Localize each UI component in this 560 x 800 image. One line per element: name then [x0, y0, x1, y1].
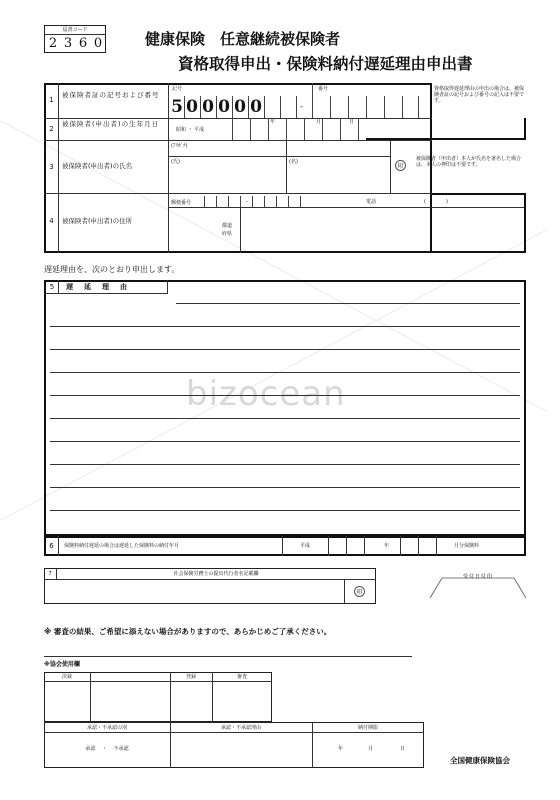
- row-1-number: 1: [49, 95, 54, 104]
- deadline-month: 月: [368, 746, 374, 752]
- insured-code-digit: 0: [202, 97, 214, 117]
- row-5-label: 遅 延 理 由: [66, 283, 129, 291]
- reason-line: [50, 418, 520, 419]
- row-5-number: 5: [49, 282, 55, 291]
- row-3-label: 被保険者(申出者)の氏名: [62, 162, 133, 170]
- deadline-year: 年: [338, 746, 344, 752]
- birth-day-label: 日: [349, 119, 355, 125]
- row-6-year: 年: [384, 543, 390, 549]
- office-reviewed: 審査: [236, 674, 247, 680]
- row-6-era: 平成: [300, 543, 311, 549]
- row-6-label: 保険料納付遅延の場合は遅延した保険料の納付年月: [64, 543, 180, 549]
- postal-code-label: 郵便番号: [171, 200, 192, 206]
- birth-month-label: 月: [316, 119, 322, 125]
- reason-line: [50, 487, 520, 488]
- insured-code-digit: 0: [218, 97, 230, 117]
- form-code-digit: 3: [63, 35, 73, 51]
- reason-line: [50, 349, 520, 350]
- row-4-label: 被保険者(申出者)の住所: [62, 217, 133, 225]
- row-3-number: 3: [49, 162, 54, 171]
- office-use-title: ※協会使用欄: [44, 661, 80, 668]
- row-2-unused-area: [366, 118, 526, 140]
- prefecture-label-1: 都道: [222, 223, 233, 229]
- office-registered: 登録: [185, 674, 196, 680]
- row-2-label: 被保険者(申出者)の生年月日: [62, 120, 160, 128]
- title-line-1: 健康保険 任意継続被保険者: [145, 30, 341, 48]
- form-code-box: [44, 25, 106, 53]
- reason-line: [176, 303, 520, 304]
- approval-header: 承認・不承認の別: [86, 724, 127, 731]
- insured-code-digit: 0: [250, 97, 262, 117]
- reason-line: [50, 395, 520, 396]
- row-3-note: 被保険者（申出者）本人が氏名を署名した場合は、本人の押印は不要です。: [416, 156, 522, 168]
- name-kana-label: (ﾌﾘｶﾞﾅ): [171, 143, 188, 149]
- form-code-digit: 0: [93, 35, 103, 51]
- agent-seal-mark: 印: [354, 586, 365, 597]
- era-options: 昭和 ・ 平成: [176, 127, 205, 133]
- reason-line: [50, 464, 520, 465]
- delay-reason-box: [44, 280, 526, 536]
- form-code-digit: 2: [48, 35, 58, 51]
- row-7-number: 7: [48, 571, 52, 577]
- row-6-number: 6: [49, 541, 54, 550]
- form-code-digit: 6: [78, 35, 88, 51]
- surname-label: (氏): [171, 159, 180, 165]
- row-6-month-label: 月分保険料: [454, 543, 480, 549]
- seal-mark: 印: [395, 160, 406, 171]
- reason-line: [50, 326, 520, 327]
- row-1-code-label: 記号: [172, 86, 183, 92]
- insured-code-digit: 5: [171, 97, 183, 117]
- insured-code-digit: 0: [234, 97, 246, 117]
- birth-year-label: 年: [270, 119, 276, 125]
- reception-stamp-label: 受付日付印: [462, 574, 493, 580]
- prefecture-label-2: 府県: [222, 231, 233, 237]
- row-1-note: 資格取得遅延理由の申出の場合は、被保険者証の記号および番号の記入は不要です。: [434, 86, 525, 104]
- watermark-text: bizocean: [186, 374, 346, 414]
- given-name-label: (名): [289, 159, 298, 165]
- footer-organization: 全国健康保険協会: [450, 756, 510, 765]
- insured-code-digit: 0: [186, 97, 198, 117]
- approval-value: 承認 ・ 不承認: [85, 746, 129, 752]
- reason-line: [50, 372, 520, 373]
- row-1-number-label: 番号: [318, 86, 329, 92]
- intro-text: 遅延理由を、次のとおり申出します。: [44, 265, 180, 274]
- form-code-label: 届書コード: [62, 27, 88, 33]
- row-7-label: 社会保険労務士の提出代行者名記載欄: [173, 571, 259, 577]
- payment-deadline-header: 納付期限: [357, 724, 378, 731]
- row-4-number: 4: [49, 216, 54, 225]
- title-line-2: 資格取得申出・保険料納付遅延理由申出書: [178, 55, 473, 73]
- notice-text: ※ 審査の結果、ご希望に添えない場合がありますので、あらかじめご了承ください。: [44, 627, 332, 636]
- phone-label: 電話: [366, 199, 377, 205]
- row-1-label: 被保険者証の記号および番号: [62, 91, 160, 99]
- row-2-number: 2: [49, 124, 54, 133]
- office-decision: 決裁: [61, 674, 72, 680]
- approval-reason-header: 承認・不承認理由: [220, 724, 261, 731]
- reason-line: [50, 510, 520, 511]
- deadline-day: 日: [400, 746, 406, 752]
- reason-line: [50, 441, 520, 442]
